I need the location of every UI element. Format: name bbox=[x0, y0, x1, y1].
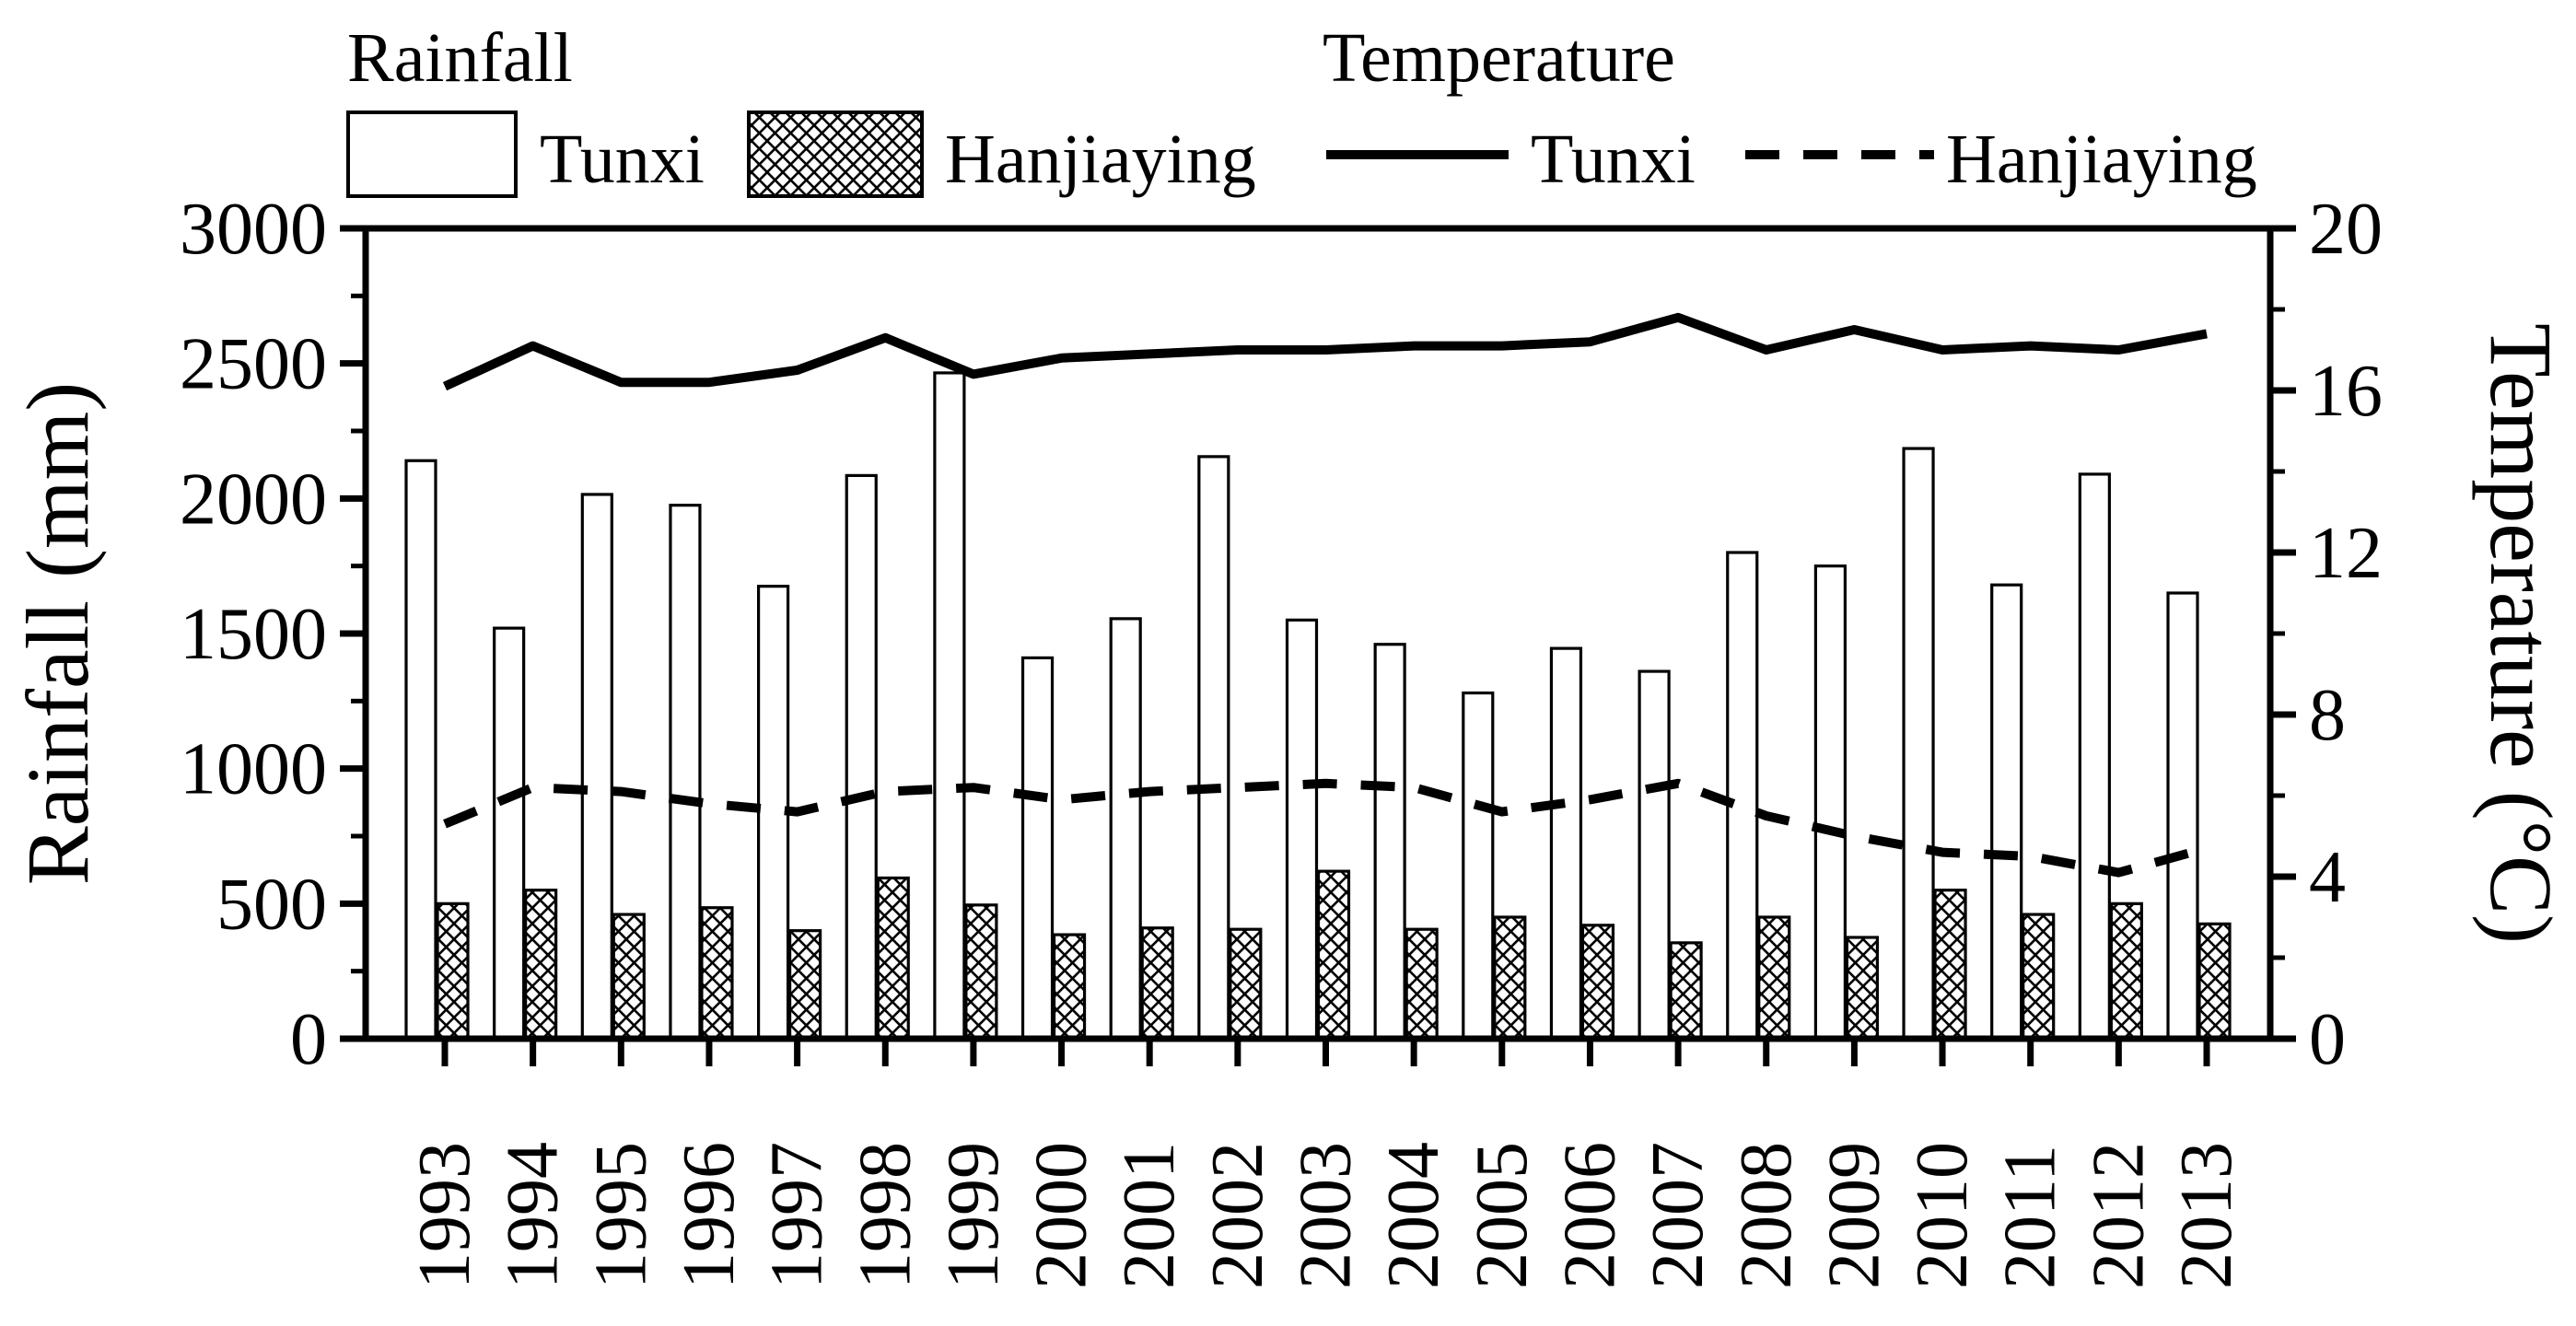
bar-tunxi-2007 bbox=[1639, 671, 1669, 1039]
bar-hanjiaying-2010 bbox=[1935, 890, 1965, 1039]
left-tick-label-2000: 2000 bbox=[180, 459, 327, 541]
legend-rainfall-tunxi-label: Tunxi bbox=[540, 121, 705, 198]
bar-hanjiaying-1993 bbox=[437, 903, 468, 1039]
x-tick-label-1993: 1993 bbox=[404, 1142, 485, 1289]
bar-tunxi-2001 bbox=[1111, 619, 1140, 1039]
x-tick-label-1998: 1998 bbox=[845, 1142, 927, 1289]
bar-hanjiaying-1995 bbox=[613, 914, 644, 1039]
temp-line-tunxi bbox=[445, 318, 2207, 387]
bar-tunxi-1998 bbox=[846, 475, 876, 1039]
bar-hanjiaying-2001 bbox=[1142, 928, 1172, 1039]
bar-hanjiaying-2003 bbox=[1319, 871, 1349, 1039]
legend-swatch-hanjiaying-bar bbox=[749, 112, 922, 196]
bar-tunxi-2004 bbox=[1375, 645, 1405, 1039]
x-tick-label-2003: 2003 bbox=[1285, 1142, 1367, 1289]
right-tick-label-12: 12 bbox=[2309, 513, 2383, 594]
rainfall-bars-hanjiaying bbox=[437, 871, 2230, 1039]
bar-hanjiaying-1999 bbox=[966, 905, 997, 1039]
left-axis-title: Rainfall (mm) bbox=[8, 381, 107, 886]
bar-hanjiaying-2007 bbox=[1671, 943, 1701, 1039]
rainfall-bars-tunxi bbox=[406, 373, 2197, 1039]
x-tick-label-2001: 2001 bbox=[1109, 1142, 1191, 1289]
right-tick-label-8: 8 bbox=[2309, 675, 2346, 756]
bar-tunxi-2012 bbox=[2080, 474, 2109, 1039]
bar-hanjiaying-2006 bbox=[1582, 925, 1613, 1039]
legend-rainfall-hanjiaying-label: Hanjiaying bbox=[945, 121, 1256, 198]
left-tick-label-1000: 1000 bbox=[180, 728, 327, 810]
bar-hanjiaying-2008 bbox=[1759, 917, 1789, 1039]
right-tick-label-4: 4 bbox=[2309, 837, 2346, 918]
temp-line-hanjiaying bbox=[445, 784, 2207, 873]
legend-temperature-tunxi-label: Tunxi bbox=[1531, 121, 1696, 198]
bar-tunxi-2008 bbox=[1728, 552, 1757, 1039]
bar-hanjiaying-2005 bbox=[1495, 917, 1525, 1039]
bar-tunxi-1993 bbox=[406, 460, 436, 1039]
bar-tunxi-1994 bbox=[495, 628, 524, 1039]
bar-tunxi-2006 bbox=[1551, 648, 1580, 1039]
bar-hanjiaying-1997 bbox=[790, 931, 821, 1039]
bar-tunxi-2005 bbox=[1463, 693, 1493, 1039]
bar-tunxi-2013 bbox=[2168, 593, 2197, 1039]
legend-temperature-hanjiaying-label: Hanjiaying bbox=[1946, 121, 2257, 198]
bar-hanjiaying-2000 bbox=[1055, 935, 1085, 1039]
x-tick-label-1997: 1997 bbox=[756, 1142, 838, 1289]
legend-temperature-header: Temperature bbox=[1323, 19, 1675, 97]
x-tick-label-2013: 2013 bbox=[2166, 1142, 2247, 1289]
bar-hanjiaying-2009 bbox=[1847, 937, 1877, 1039]
bar-tunxi-1995 bbox=[582, 494, 612, 1039]
bar-hanjiaying-2002 bbox=[1230, 929, 1261, 1039]
bar-hanjiaying-2013 bbox=[2199, 924, 2230, 1039]
legend bbox=[347, 19, 2257, 198]
x-tick-label-1999: 1999 bbox=[932, 1142, 1014, 1289]
bar-tunxi-2003 bbox=[1288, 620, 1317, 1039]
x-tick-label-2009: 2009 bbox=[1813, 1142, 1895, 1289]
right-axis-title: Temperature (°C) bbox=[2472, 322, 2570, 945]
x-tick-label-2002: 2002 bbox=[1196, 1142, 1278, 1289]
legend-swatch-tunxi-bar bbox=[348, 112, 516, 196]
x-tick-label-2004: 2004 bbox=[1373, 1142, 1455, 1289]
temperature-lines bbox=[445, 318, 2207, 873]
left-tick-label-2500: 2500 bbox=[180, 323, 327, 405]
x-tick-label-2010: 2010 bbox=[1902, 1142, 1984, 1289]
x-tick-label-2000: 2000 bbox=[1020, 1142, 1102, 1289]
bar-hanjiaying-2012 bbox=[2111, 903, 2141, 1039]
x-tick-label-1994: 1994 bbox=[492, 1142, 574, 1289]
bar-hanjiaying-1994 bbox=[526, 890, 556, 1039]
x-tick-label-2007: 2007 bbox=[1638, 1142, 1719, 1289]
bar-tunxi-1997 bbox=[759, 587, 788, 1039]
bar-hanjiaying-1998 bbox=[878, 878, 908, 1039]
right-tick-label-0: 0 bbox=[2309, 999, 2346, 1080]
right-tick-label-16: 16 bbox=[2309, 351, 2383, 432]
x-tick-label-1996: 1996 bbox=[668, 1142, 750, 1289]
x-tick-label-2005: 2005 bbox=[1461, 1142, 1543, 1289]
legend-rainfall-header: Rainfall bbox=[347, 19, 573, 97]
bar-tunxi-2009 bbox=[1815, 566, 1845, 1039]
left-tick-label-1500: 1500 bbox=[180, 594, 327, 675]
right-tick-label-20: 20 bbox=[2309, 189, 2383, 270]
left-tick-label-0: 0 bbox=[290, 999, 327, 1080]
x-tick-label-2006: 2006 bbox=[1549, 1142, 1631, 1289]
x-tick-label-2011: 2011 bbox=[1989, 1144, 2071, 1289]
x-tick-label-2012: 2012 bbox=[2078, 1142, 2160, 1289]
left-tick-label-500: 500 bbox=[216, 864, 327, 946]
bar-hanjiaying-2004 bbox=[1406, 929, 1437, 1039]
bar-tunxi-2000 bbox=[1023, 657, 1053, 1039]
bar-tunxi-1999 bbox=[935, 373, 964, 1039]
bar-hanjiaying-1996 bbox=[702, 908, 732, 1039]
x-tick-label-1995: 1995 bbox=[580, 1142, 662, 1289]
bar-hanjiaying-2011 bbox=[2023, 914, 2054, 1039]
bar-tunxi-2011 bbox=[1992, 585, 2022, 1039]
bar-tunxi-1996 bbox=[670, 506, 700, 1039]
x-tick-label-2008: 2008 bbox=[1725, 1142, 1807, 1289]
bar-tunxi-2002 bbox=[1199, 457, 1229, 1039]
left-tick-label-3000: 3000 bbox=[180, 189, 327, 270]
bar-tunxi-2010 bbox=[1904, 448, 1933, 1039]
